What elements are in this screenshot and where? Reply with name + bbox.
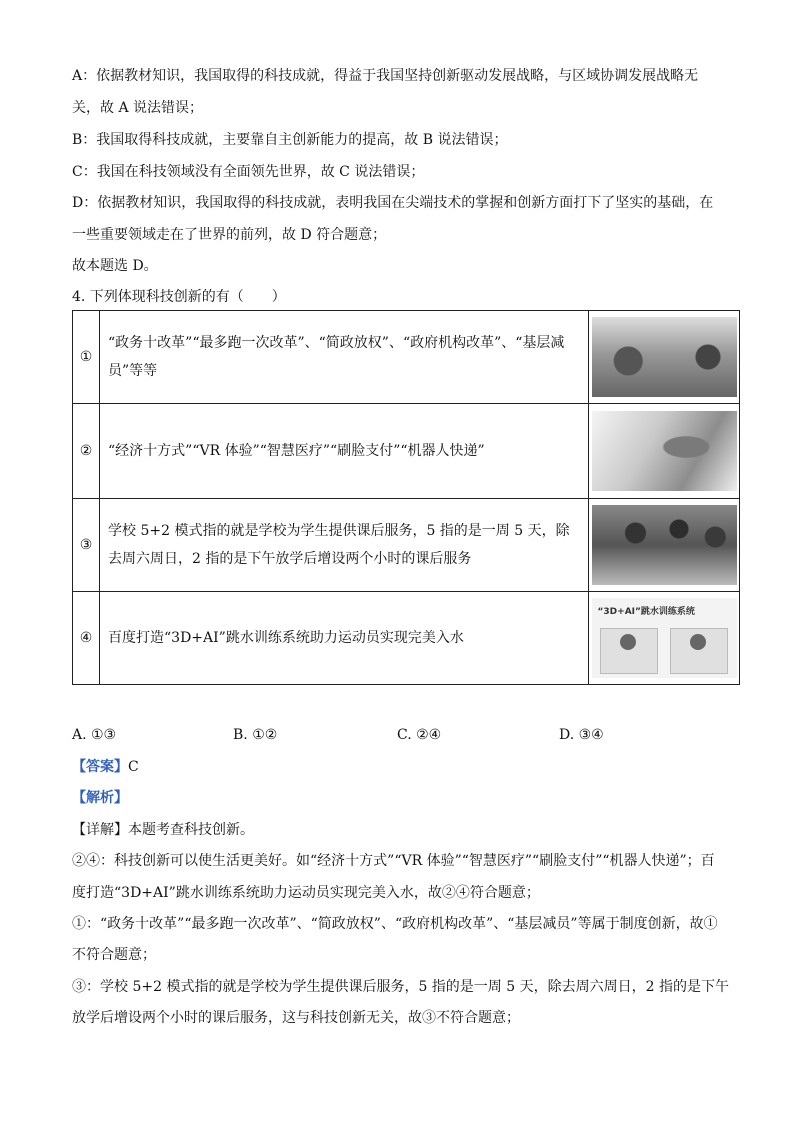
- detail-line-7: 放学后增设两个小时的课后服务，这与科技创新无关，故③不符合题意；: [72, 1010, 520, 1026]
- row-text: “经济十方式”“VR 体验”“智慧医疗”“刷脸支付”“机器人快递”: [100, 404, 589, 499]
- detail-line-5: 不符合题意；: [72, 947, 156, 963]
- row-image-cell: [589, 311, 740, 404]
- question-stem: 4. 下列体现科技创新的有（ ）: [72, 289, 286, 305]
- athlete-icon: [620, 634, 636, 650]
- answer-choices: [72, 727, 722, 747]
- row-text: 学校 5+2 模式指的就是学校为学生提供课后服务，5 指的是一周 5 天，除去周六周日，2 指的是下午放学后增设两个小时的课后服务: [100, 499, 589, 592]
- choice-d: D. ③④: [559, 727, 604, 743]
- choice-b: B. ①②: [233, 727, 278, 743]
- row-number: ②: [73, 404, 100, 499]
- image-caption: “3D+AI”跳水训练系统: [597, 607, 695, 617]
- detail-line-4: ①：“政务十改革”“最多跑一次改革”、“简政放权”、“政府机构改革”、“基层减员”等属于制度创新，故①: [72, 916, 718, 932]
- athlete-icon: [690, 634, 706, 650]
- choice-c: C. ②④: [397, 727, 442, 743]
- options-table: [72, 310, 740, 685]
- row-number: ③: [73, 499, 100, 592]
- row-image-cell: [589, 592, 740, 685]
- analysis-line: [72, 788, 128, 808]
- explanation-line-b: B：我国取得科技成就，主要靠自主创新能力的提高，故 B 说法错误；: [72, 132, 508, 148]
- row-number: ①: [73, 311, 100, 404]
- table-row: [73, 404, 740, 499]
- table-row: [73, 311, 740, 404]
- row-number: ④: [73, 592, 100, 685]
- answer-value: C: [128, 759, 139, 775]
- explanation-line-d2: 一些重要领域走在了世界的前列，故 D 符合题意；: [72, 227, 387, 243]
- row-text: “政务十改革”“最多跑一次改革”、“简政放权”、“政府机构改革”、“基层减员”等等: [100, 311, 589, 404]
- explanation-line-c: C：我国在科技领域没有全面领先世界，故 C 说法错误；: [72, 164, 425, 180]
- table-row: [73, 499, 740, 592]
- explanation-line-a1: A：依据教材知识，我国取得的科技成就，得益于我国坚持创新驱动发展战略，与区域协调发展战略无: [72, 68, 699, 84]
- explanation-line-d1: D：依据教材知识，我国取得的科技成就，表明我国在尖端技术的掌握和创新方面打下了坚实的基础，在: [72, 195, 714, 211]
- answer-label: 【答案】: [72, 759, 128, 775]
- row-text: 百度打造“3D+AI”跳水训练系统助力运动员实现完美入水: [100, 592, 589, 685]
- analysis-label: 【解析】: [72, 790, 128, 806]
- conclusion-line: 故本题选 D。: [72, 258, 158, 274]
- explanation-line-a2: 关，故 A 说法错误；: [72, 100, 204, 116]
- detail-line-2: ②④：科技创新可以使生活更美好。如“经济十方式”“VR 体验”“智慧医疗”“刷脸支付”“机器人快递”；百: [72, 853, 715, 869]
- answer-line: [72, 757, 139, 777]
- detail-line-1: 【详解】本题考查科技创新。: [72, 822, 254, 838]
- detail-line-6: ③：学校 5+2 模式指的就是学校为学生提供课后服务，5 指的是一周 5 天，除去周六周日，2 指的是下午: [72, 979, 729, 995]
- choice-a: A. ①③: [72, 727, 117, 743]
- government-reform-cartoon-image: [592, 317, 737, 397]
- diving-training-system-image: [592, 598, 737, 678]
- row-image-cell: [589, 499, 740, 592]
- table-row: [73, 592, 740, 685]
- detail-line-3: 度打造“3D+AI”跳水训练系统助力运动员实现完美入水，故②④符合题意；: [72, 885, 540, 901]
- row-image-cell: [589, 404, 740, 499]
- classroom-students-photo: [592, 505, 737, 585]
- face-payment-photo: [592, 411, 737, 491]
